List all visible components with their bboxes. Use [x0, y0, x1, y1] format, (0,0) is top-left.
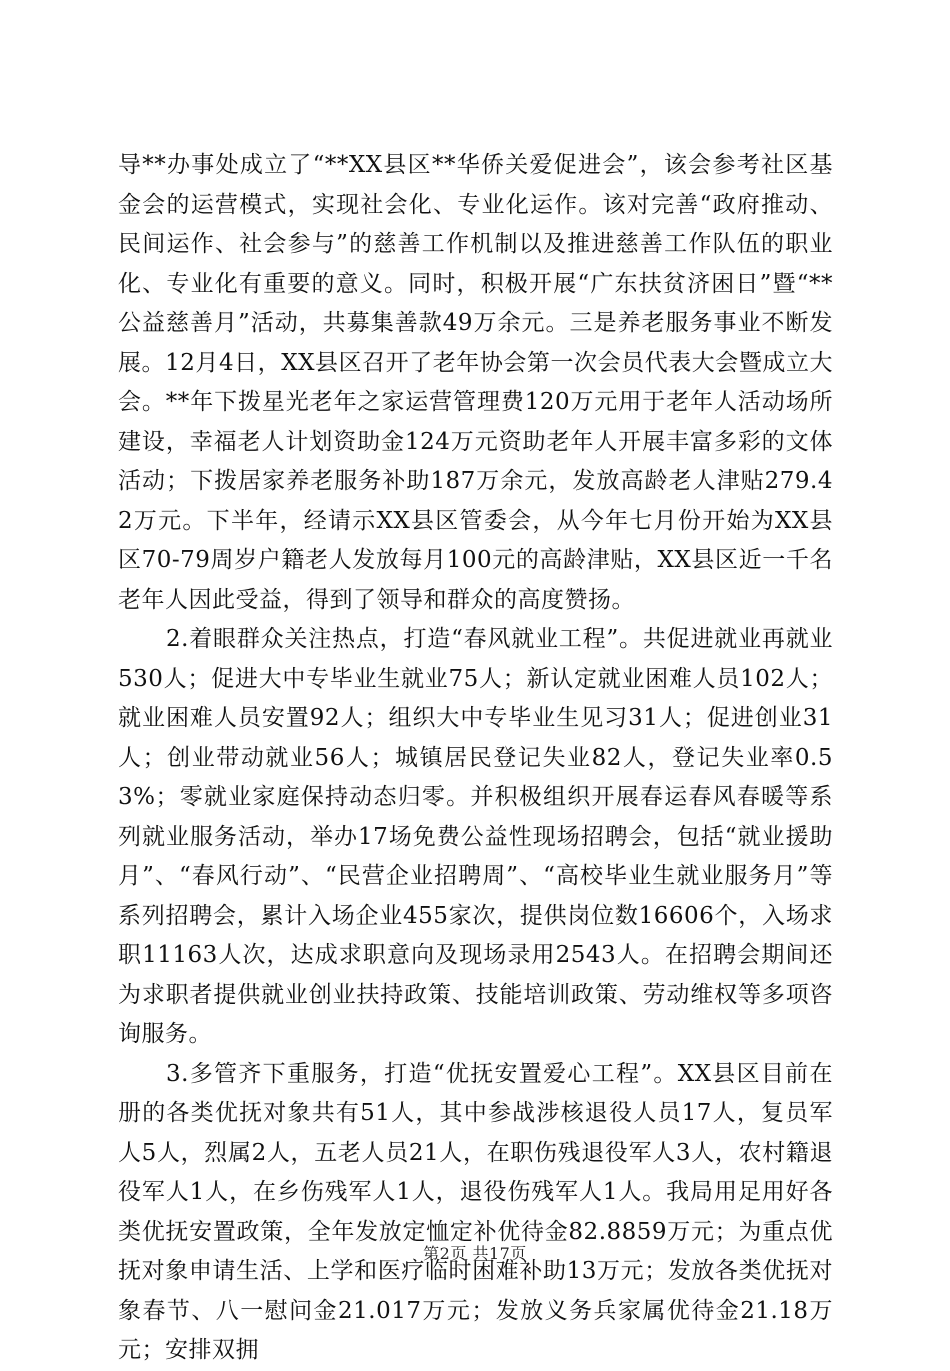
paragraph-employment: 2.着眼群众关注热点，打造“春风就业工程”。共促进就业再就业530人；促进大中专毕业生就业75人；新认定就业困难人员102人；就业困难人员安置92人；组织大中专毕业生见习31人；促进创业31人；创业带动就业56人；城镇居民登记失业82人，登记失业率0.53%；零就业家庭保持动态归零。并积极组织开展春运春风春暖等系列就业服务活动，举办17场免费公益性现场招聘会，包括“就业援助月”、“春风行动”、“民营企业招聘周”、“高校毕业生就业服务月”等系列招聘会，累计入场企业455家次，提供岗位数16606个，入场求职11163人次，达成求职意向及现场录用2543人。在招聘会期间还为求职者提供就业创业扶持政策、技能培训政策、劳动维权等多项咨询服务。 [118, 626, 833, 1047]
paragraph-veterans: 3.多管齐下重服务，打造“优抚安置爱心工程”。XX县区目前在册的各类优抚对象共有51人，其中参战涉核退役人员17人，复员军人5人，烈属2人，五老人员21人，在职伤残退役军人3人，农村籍退役军人1人，在乡伤残军人1人，退役伤残军人1人。我局用足用好各类优抚安置政策，全年发放定恤定补优待金82.8859万元；为重点优抚对象申请生活、上学和医疗临时困难补助13万元；发放各类优抚对象春节、八一慰问金21.017万元；发放义务兵家属优待金21.18万元；安排双拥 [118, 1060, 833, 1363]
paragraph-continuation: 导**办事处成立了“**XX县区**华侨关爱促进会”，该会参考社区基金会的运营模式，实现社会化、专业化运作。该对完善“政府推动、民间运作、社会参与”的慈善工作机制以及推进慈善工作队伍的职业化、专业化有重要的意义。同时，积极开展“广东扶贫济困日”暨“**公益慈善月”活动，共募集善款49万余元。三是养老服务事业不断发展。12月4日，XX县区召开了老年协会第一次会员代表大会暨成立大会。**年下拨星光老年之家运营管理费120万元用于老年人活动场所建设，幸福老人计划资助金124万元资助老年人开展丰富多彩的文体活动；下拨居家养老服务补助187万余元，发放高龄老人津贴279.42万元。下半年，经请示XX县区管委会，从今年七月份开始为XX县区70-79周岁户籍老人发放每月100元的高龄津贴，XX县区近一千名老年人因此受益，得到了领导和群众的高度赞扬。 [118, 152, 833, 613]
document-body [118, 146, 833, 1371]
page-footer: 第2页 共17页 [423, 1244, 527, 1263]
